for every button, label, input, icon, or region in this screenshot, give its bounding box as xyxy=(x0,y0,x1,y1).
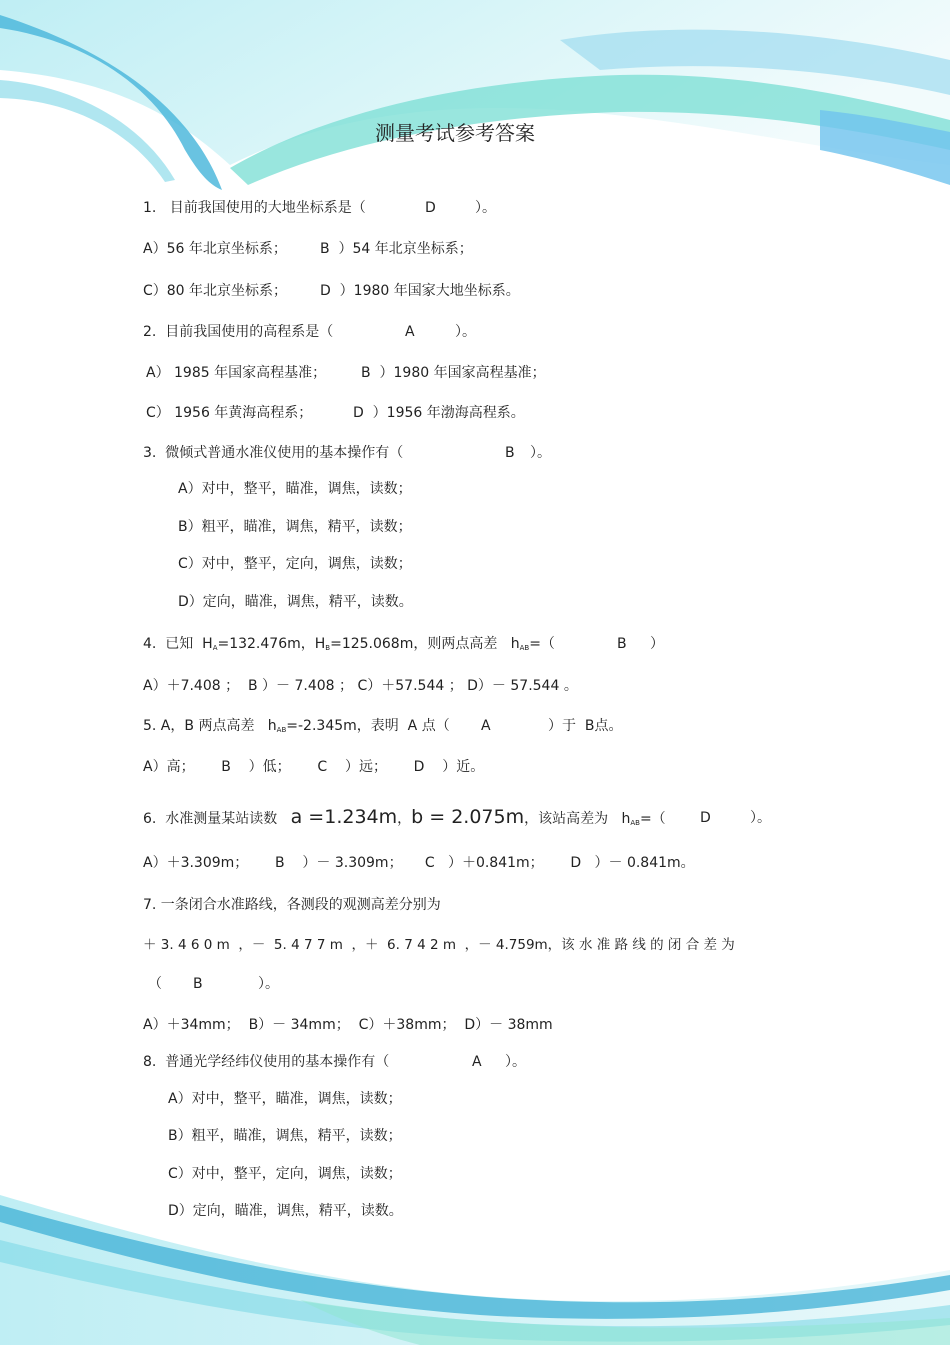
q1-stem: 1. 目前我国使用的大地坐标系是（ xyxy=(143,200,366,216)
q4-sub-a: A xyxy=(212,644,218,652)
q3-option-b: B）粗平，瞄准，调焦，精平，读数； xyxy=(178,519,412,535)
q7-open: （ xyxy=(148,976,162,992)
q5-stem-b: =-2.345m，表明 A 点（ xyxy=(286,718,450,734)
q6-stem: 6. 水准测量某站读数 a =1.234m，b = 2.075m，该站高差为 $h_{AB}=$（ xyxy=(143,806,666,828)
q4-tail: =（ xyxy=(529,636,555,652)
q4-sub-ab: AB xyxy=(519,644,530,652)
q2-answer: A xyxy=(405,324,415,340)
q4-stem-a: 4. 已知 H xyxy=(143,636,213,652)
q2-option-a: A） 1985 年国家高程基准； xyxy=(146,365,327,381)
q1-close: ）。 xyxy=(475,200,496,216)
q6-close: ）。 xyxy=(750,810,771,826)
q7-values: ＋ 3. 4 6 0 m ，－ 5. 4 7 7 m ，＋ 6. 7 4 2 m ，－ 4.759m，该 水 准 路 线 的 闭 合 差 为 xyxy=(143,937,735,953)
q2-option-b: B ）1980 年国家高程基准； xyxy=(361,365,546,381)
q4-options: A）＋7.408 ； B ）－ 7.408 ； C）＋57.544 ； D）－ 57.544 。 xyxy=(143,678,578,694)
q8-option-a: A）对中，整平，瞄准，调焦，读数； xyxy=(168,1091,402,1107)
q6-stem-b: ，该站高差为 xyxy=(524,811,609,827)
q3-answer: B xyxy=(505,445,515,461)
q8-option-b: B）粗平，瞄准，调焦，精平，读数； xyxy=(168,1128,402,1144)
q3-option-c: C）对中，整平，定向，调焦，读数； xyxy=(178,556,412,572)
q7-close: ）。 xyxy=(258,976,279,992)
q4-close: ） xyxy=(650,636,664,652)
q8-option-c: C）对中，整平，定向，调焦，读数； xyxy=(168,1166,402,1182)
q5-sub-ab: AB xyxy=(276,726,287,734)
q6-a-reading: a =1.234m xyxy=(290,806,398,828)
q7-stem: 7. 一条闭合水准路线，各测段的观测高差分别为 xyxy=(143,897,441,913)
q1-option-c: C）80 年北京坐标系； xyxy=(143,283,288,299)
q2-option-c: C） 1956 年黄海高程系； xyxy=(146,405,313,421)
q3-option-a: A）对中，整平，瞄准，调焦，读数； xyxy=(178,481,412,497)
q1-answer: D xyxy=(425,200,436,216)
q4-val-b: =125.068m，则两点高差 h xyxy=(330,636,520,652)
q6-b-reading: b = 2.075m xyxy=(411,806,525,828)
q8-option-d: D）定向，瞄准，调焦，精平，读数。 xyxy=(168,1203,403,1219)
q6-h: h xyxy=(621,811,631,827)
q6-tail: =（ xyxy=(639,811,666,827)
q3-option-d: D）定向，瞄准，调焦，精平，读数。 xyxy=(178,594,413,610)
q6-stem-a: 6. 水准测量某站读数 xyxy=(143,811,278,827)
q8-close: ）。 xyxy=(505,1054,526,1070)
q1-option-b: B ）54 年北京坐标系； xyxy=(320,241,473,257)
q8-answer: A xyxy=(472,1054,482,1070)
q4-val-a: =132.476m，H xyxy=(217,636,326,652)
q3-close: ）。 xyxy=(530,445,551,461)
q2-stem: 2. 目前我国使用的高程系是（ xyxy=(143,324,334,340)
q8-stem: 8. 普通光学经纬仪使用的基本操作有（ xyxy=(143,1054,390,1070)
page-title: 测量考试参考答案 xyxy=(375,121,535,145)
q1-option-a: A）56 年北京坐标系； xyxy=(143,241,287,257)
q4-stem xyxy=(143,635,555,657)
q2-option-d: D ）1956 年渤海高程系。 xyxy=(353,405,525,421)
q4-sub-b: B xyxy=(325,644,331,652)
q1-option-d: D ）1980 年国家大地坐标系。 xyxy=(320,283,520,299)
q7-options: A）＋34mm； B）－ 34mm； C）＋38mm； D）－ 38mm xyxy=(143,1017,553,1033)
q5-close: ）于 B点。 xyxy=(548,718,623,734)
q5-answer: A xyxy=(481,718,491,734)
q2-close: ）。 xyxy=(455,324,476,340)
q6-answer: D xyxy=(700,810,711,826)
q6-sub-ab: AB xyxy=(630,819,640,827)
q5-options: A）高； B ）低； C ）远； D ）近。 xyxy=(143,759,485,775)
q7-answer: B xyxy=(193,976,203,992)
q6-options: A）＋3.309m； B ）－ 3.309m； C ）＋0.841m； D ）－ 0.841m。 xyxy=(143,855,695,871)
q4-answer: B xyxy=(617,636,627,652)
q5-stem xyxy=(143,717,450,739)
q5-stem-a: 5. A，B 两点高差 h xyxy=(143,718,277,734)
q3-stem: 3. 微倾式普通水准仪使用的基本操作有（ xyxy=(143,445,404,461)
